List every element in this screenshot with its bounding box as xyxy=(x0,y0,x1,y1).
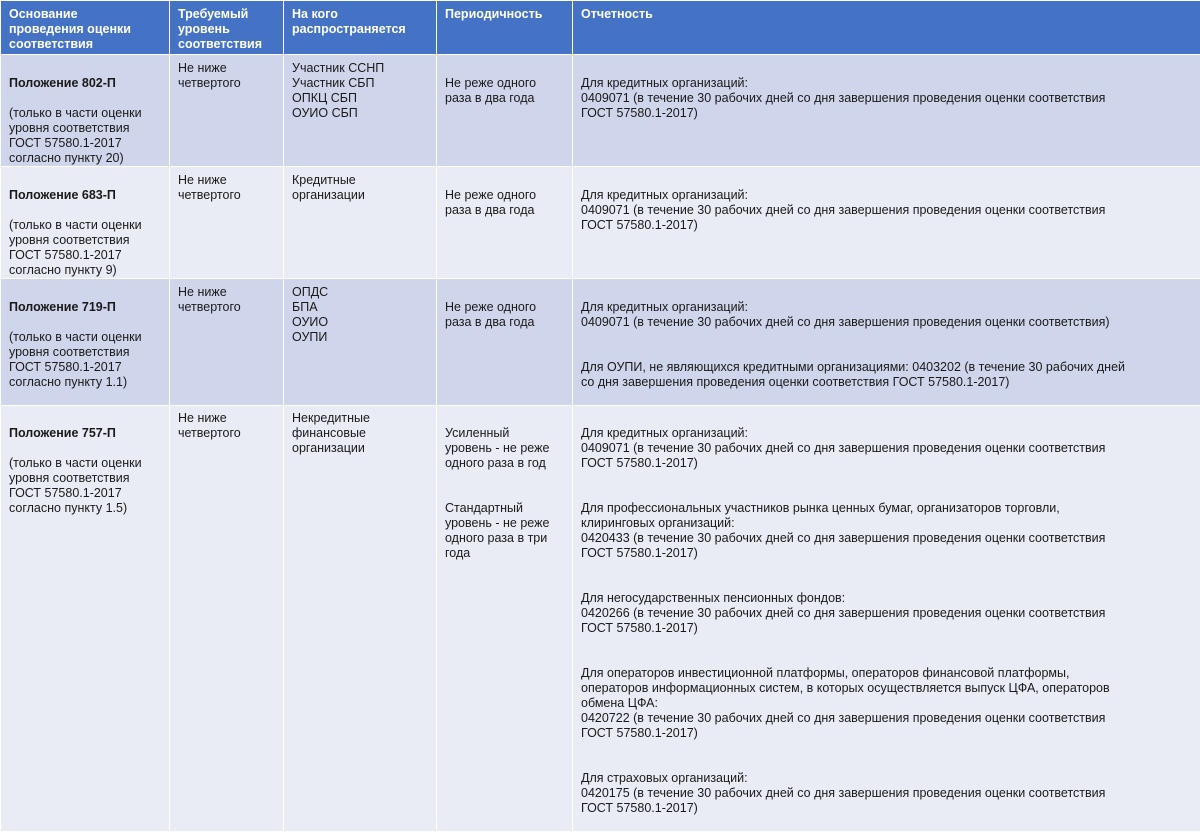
applies-to-cell: Участник ССНП Участник СБП ОПКЦ СБП ОУИО СБП xyxy=(284,55,437,167)
periodicity-text: Стандартный уровень - не реже одного раза в три года xyxy=(445,501,566,561)
periodicity-cell xyxy=(437,55,573,167)
header-periodicity: Периодичность xyxy=(437,1,573,55)
reporting-cell xyxy=(573,167,1200,279)
basis-note: (только в части оценки уровня соответствия ГОСТ 57580.1-2017 согласно пункту 1.5) xyxy=(9,456,142,515)
periodicity-text: Не реже одного раза в два года xyxy=(445,188,566,218)
reporting-cell xyxy=(573,279,1200,406)
periodicity-cell xyxy=(437,279,573,406)
reporting-cell xyxy=(573,406,1200,832)
reporting-paragraph: Для кредитных организаций: 0409071 (в течение 30 рабочих дней со дня завершения проведения оценки соответствия ГОСТ 57580.1-2017) xyxy=(581,426,1194,471)
header-level: Требуемый уровень соответствия xyxy=(170,1,284,55)
applies-to-cell: Некредитные финансовые организации xyxy=(284,406,437,832)
reporting-paragraph: Для профессиональных участников рынка ценных бумаг, организаторов торговли, клиринговых организаций: 0420433 (в течение 30 рабочих дней со дня завершения проведения оценки соответствия ГОСТ 57580.1-2017) xyxy=(581,501,1194,561)
reporting-cell xyxy=(573,55,1200,167)
header-reporting: Отчетность xyxy=(573,1,1200,55)
table-row xyxy=(1,279,1200,406)
level-cell: Не ниже четвертого xyxy=(170,167,284,279)
reporting-paragraph: Для кредитных организаций: 0409071 (в течение 30 рабочих дней со дня завершения проведения оценки соответствия ГОСТ 57580.1-2017) xyxy=(581,188,1194,233)
table-row xyxy=(1,55,1200,167)
level-cell: Не ниже четвертого xyxy=(170,406,284,832)
basis-note: (только в части оценки уровня соответствия ГОСТ 57580.1-2017 согласно пункту 20) xyxy=(9,106,142,165)
periodicity-cell xyxy=(437,167,573,279)
reporting-paragraph: Для страховых организаций: 0420175 (в течение 30 рабочих дней со дня завершения проведения оценки соответствия ГОСТ 57580.1-2017) xyxy=(581,771,1194,816)
table-row xyxy=(1,406,1200,832)
applies-to-cell: Кредитные организации xyxy=(284,167,437,279)
table-row xyxy=(1,167,1200,279)
level-cell: Не ниже четвертого xyxy=(170,55,284,167)
periodicity-cell xyxy=(437,406,573,832)
periodicity-text: Не реже одного раза в два года xyxy=(445,76,566,106)
basis-title: Положение 719-П xyxy=(9,300,163,315)
header-applies-to: На кого распространяется xyxy=(284,1,437,55)
level-cell: Не ниже четвертого xyxy=(170,279,284,406)
basis-title: Положение 757-П xyxy=(9,426,163,441)
reporting-paragraph: Для кредитных организаций: 0409071 (в течение 30 рабочих дней со дня завершения проведения оценки соответствия ГОСТ 57580.1-2017) xyxy=(581,76,1194,121)
basis-title: Положение 683-П xyxy=(9,188,163,203)
header-basis: Основание проведения оценки соответствия xyxy=(1,1,170,55)
applies-to-cell: ОПДС БПА ОУИО ОУПИ xyxy=(284,279,437,406)
basis-note: (только в части оценки уровня соответствия ГОСТ 57580.1-2017 согласно пункту 1.1) xyxy=(9,330,142,389)
basis-cell xyxy=(1,406,170,832)
basis-cell xyxy=(1,167,170,279)
reporting-paragraph: Для кредитных организаций: 0409071 (в течение 30 рабочих дней со дня завершения проведения оценки соответствия) xyxy=(581,300,1194,330)
reporting-paragraph: Для ОУПИ, не являющихся кредитными организациями: 0403202 (в течение 30 рабочих дней со дня завершения проведения оценки соответствия ГОСТ 57580.1-2017) xyxy=(581,360,1194,390)
basis-title: Положение 802-П xyxy=(9,76,163,91)
basis-cell xyxy=(1,55,170,167)
periodicity-text: Усиленный уровень - не реже одного раза в год xyxy=(445,426,566,471)
header-row xyxy=(1,1,1200,55)
periodicity-text: Не реже одного раза в два года xyxy=(445,300,566,330)
basis-note: (только в части оценки уровня соответствия ГОСТ 57580.1-2017 согласно пункту 9) xyxy=(9,218,142,277)
basis-cell xyxy=(1,279,170,406)
reporting-paragraph: Для операторов инвестиционной платформы, операторов финансовой платформы, операторов информационных систем, в которых осуществляется выпуск ЦФА, операторов обмена ЦФА: 0420722 (в течение 30 рабочих дней со дня завершения проведения оценки соответствия ГОСТ 57580.1-2017) xyxy=(581,666,1194,741)
reporting-paragraph: Для негосударственных пенсионных фондов: 0420266 (в течение 30 рабочих дней со дня завершения проведения оценки соответствия ГОСТ 57580.1-2017) xyxy=(581,591,1194,636)
